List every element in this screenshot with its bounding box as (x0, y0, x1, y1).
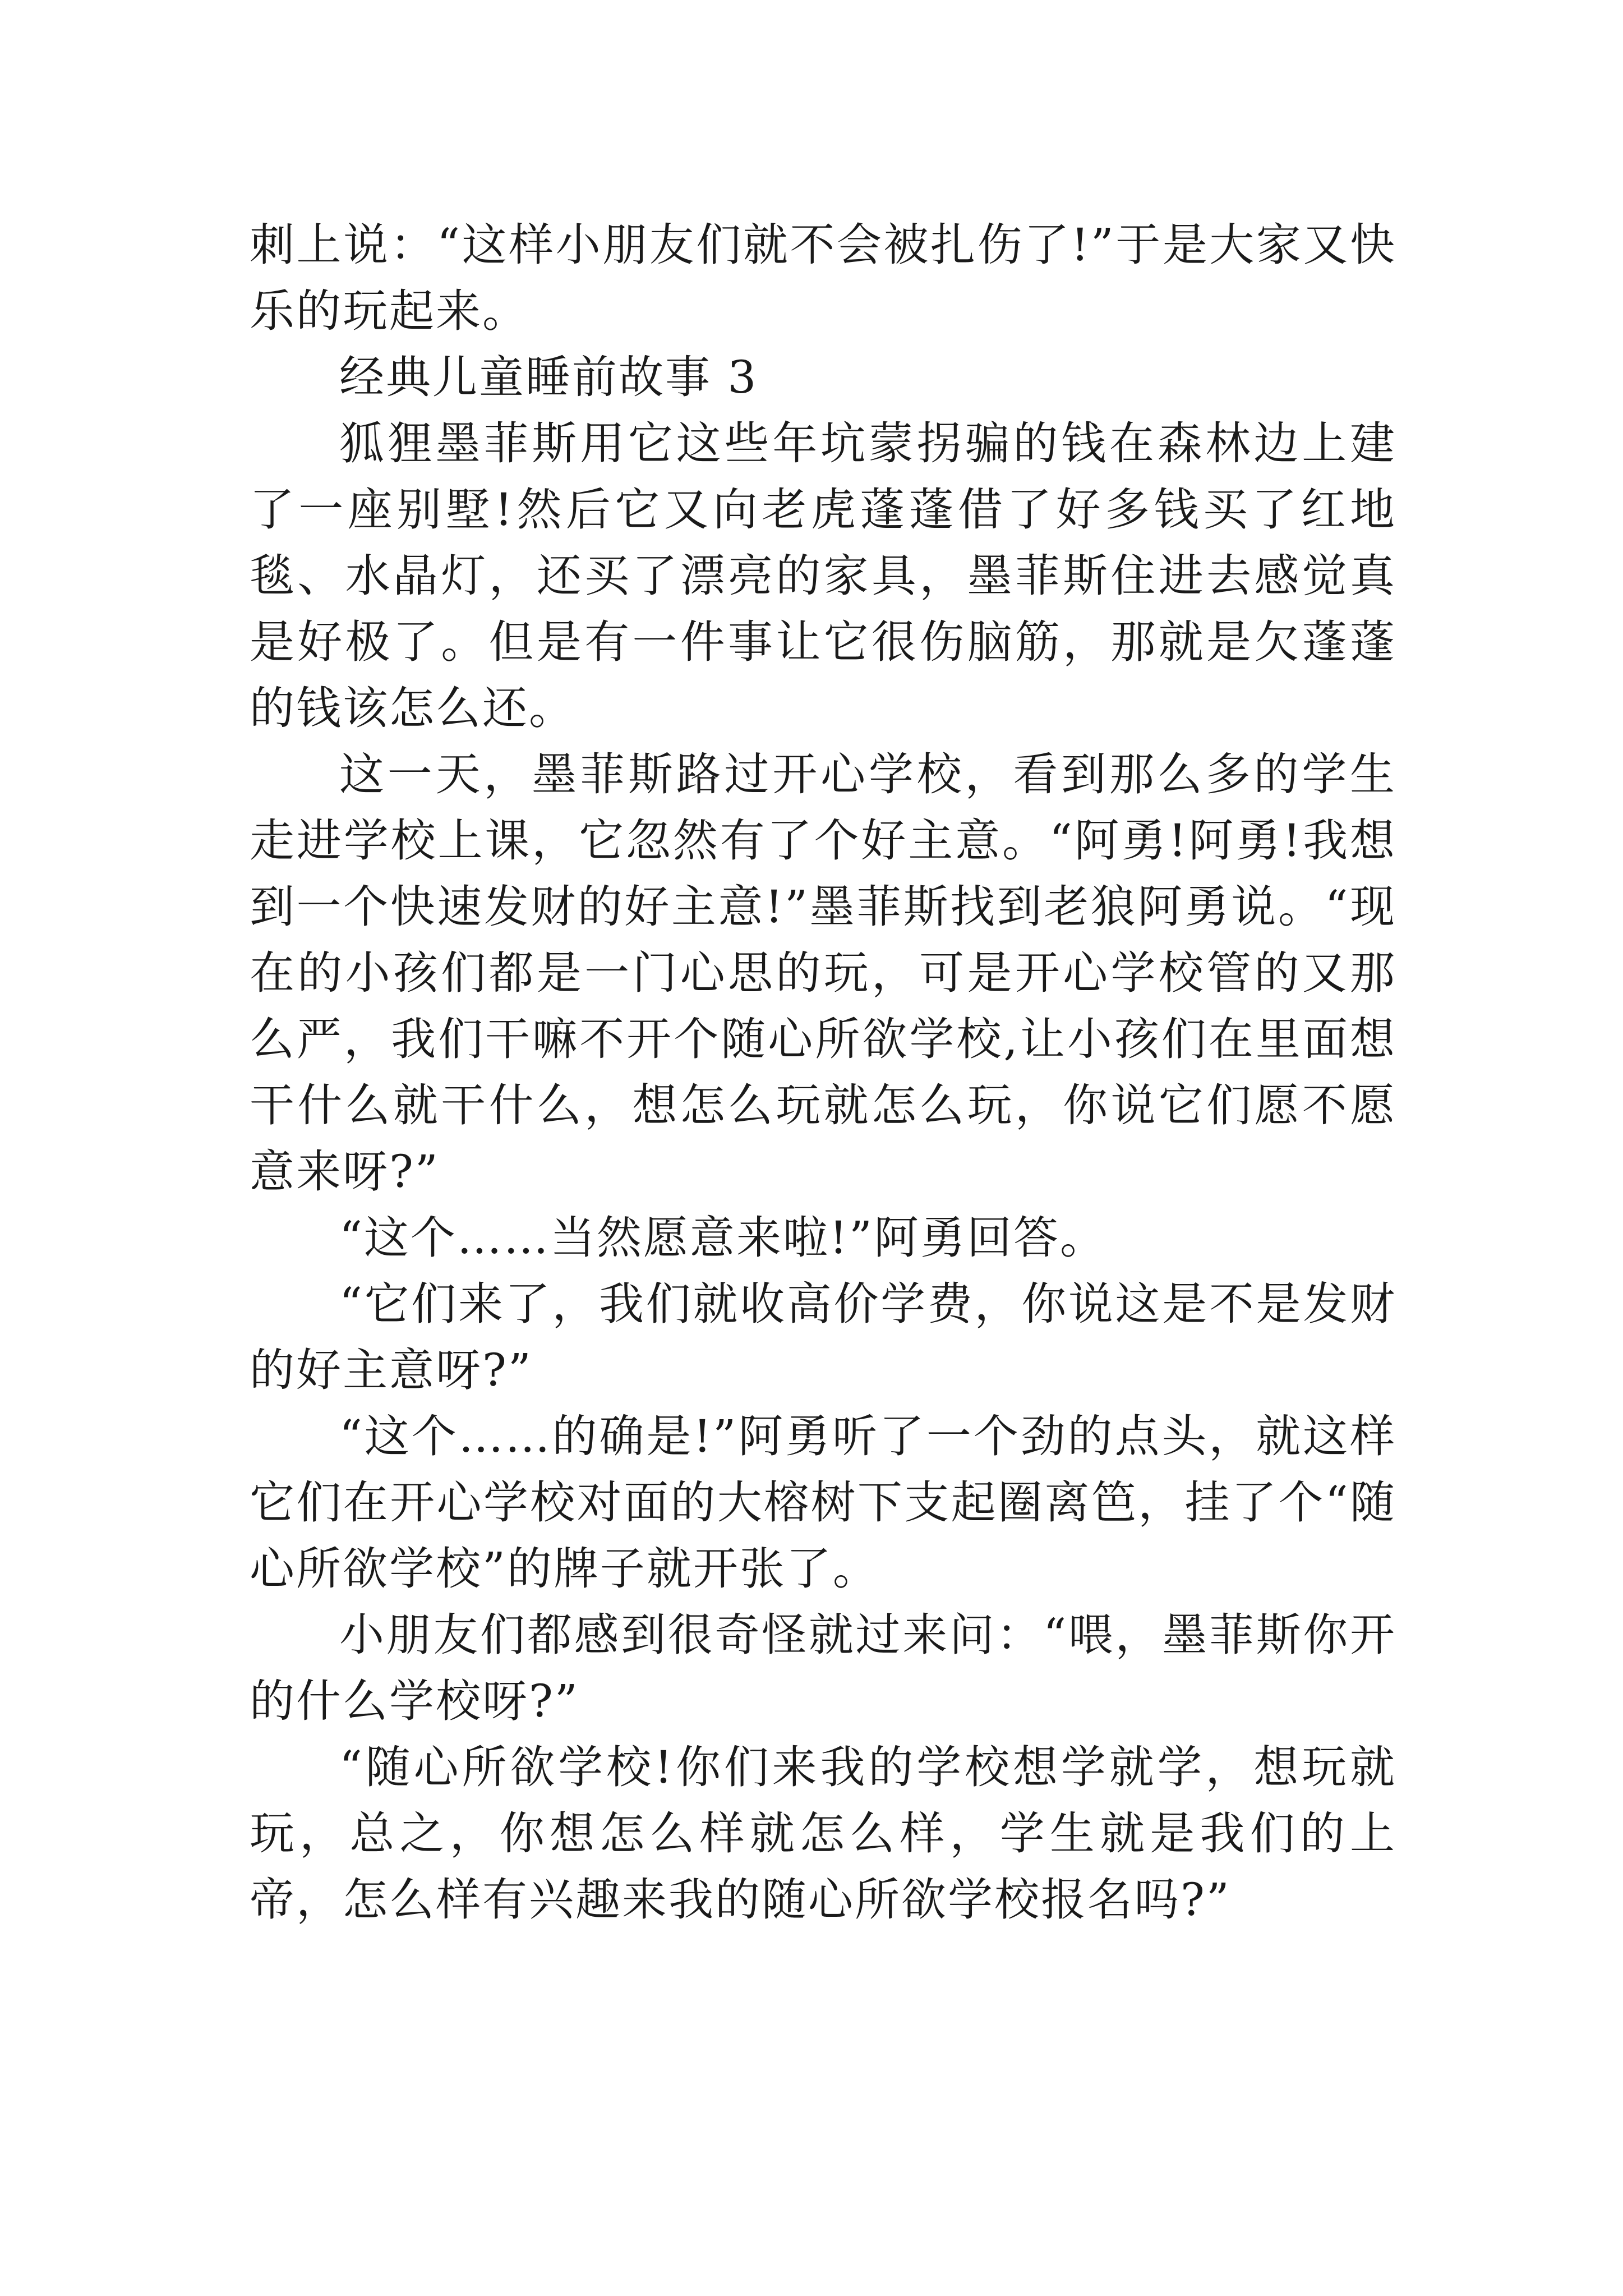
paragraph: 狐狸墨菲斯用它这些年坑蒙拐骗的钱在森林边上建了一座别墅!然后它又向老虎蓬蓬借了好多钱买了红地毯、水晶灯，还买了漂亮的家具，墨菲斯住进去感觉真是好极了。但是有一件事让它很伤脑筋，那就是欠蓬蓬的钱该怎么还。 (250, 417, 1396, 734)
paragraph: “这个……当然愿意来啦!”阿勇回答。 (339, 1212, 1106, 1264)
document-page (250, 212, 1396, 1933)
paragraph: “它们来了，我们就收高价学费，你说这是不是发财的好主意呀?” (250, 1278, 1396, 1396)
paragraph: 这一天，墨菲斯路过开心学校，看到那么多的学生走进学校上课，它忽然有了个好主意。“阿勇!阿勇!我想到一个快速发财的好主意!”墨菲斯找到老狼阿勇说。“现在的小孩们都是一门心思的玩，可是开心学校管的又那么严，我们干嘛不开个随心所欲学校,让小孩们在里面想干什么就干什么，想怎么玩就怎么玩，你说它们愿不愿意来呀?” (250, 748, 1396, 1198)
paragraph-continuation: 刺上说：“这样小朋友们就不会被扎伤了!”于是大家又快乐的玩起来。 (250, 219, 1396, 337)
paragraph: “这个……的确是!”阿勇听了一个劲的点头，就这样它们在开心学校对面的大榕树下支起圈离笆，挂了个“随心所欲学校”的牌子就开张了。 (250, 1410, 1396, 1595)
paragraph: 小朋友们都感到很奇怪就过来问：“喂，墨菲斯你开的什么学校呀?” (250, 1609, 1396, 1727)
paragraph: “随心所欲学校!你们来我的学校想学就学，想玩就玩，总之，你想怎么样就怎么样，学生就是我们的上帝，怎么样有兴趣来我的随心所欲学校报名吗?” (250, 1741, 1396, 1926)
story-title: 经典儿童睡前故事 3 (339, 351, 758, 403)
